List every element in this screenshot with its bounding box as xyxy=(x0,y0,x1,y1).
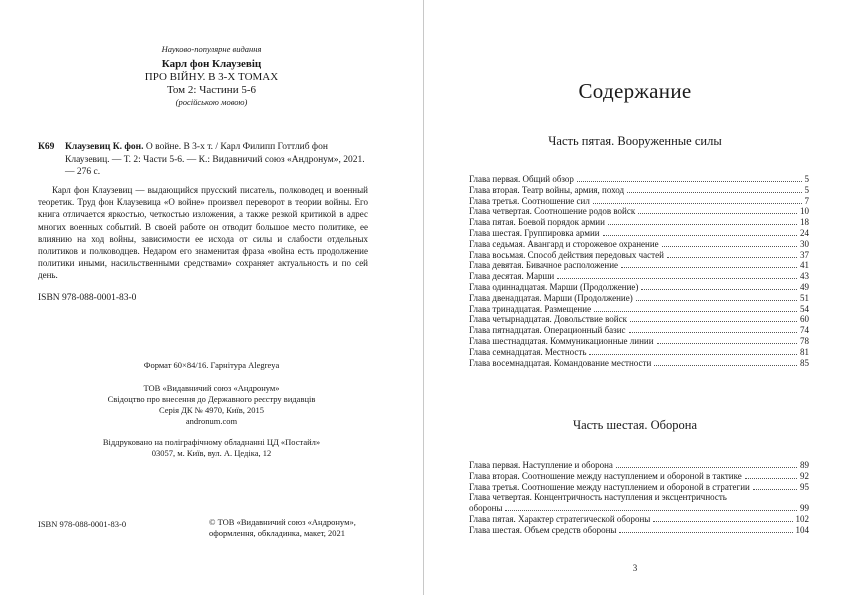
toc-entry[interactable] xyxy=(469,503,809,514)
toc-entry-title: Глава одиннадцатая. Марши (Продолжение) xyxy=(469,281,639,292)
copyright xyxy=(209,517,356,539)
author-name: Карл фон Клаузевіц xyxy=(161,58,262,70)
toc-entry-title: Глава первая. Общий обзор xyxy=(469,174,574,184)
toc-entry[interactable] xyxy=(469,185,809,196)
toc-entry-title: Глава вторая. Соотношение между наступлением и обороной в тактике xyxy=(469,470,742,481)
language-note: (російською мовою) xyxy=(175,97,248,107)
toc-entry[interactable] xyxy=(469,358,809,369)
toc-leader-dots xyxy=(667,250,797,258)
toc-entry-title: Глава вторая. Театр войны, армия, поход xyxy=(469,184,625,195)
copyright-line-1: © ТОВ «Видавничий союз «Андронум», xyxy=(209,517,356,527)
toc-entry-page: 81 xyxy=(800,346,809,357)
toc-leader-dots xyxy=(505,503,797,511)
toc-entry-page: 92 xyxy=(800,470,809,481)
toc-entry-page: 78 xyxy=(800,335,809,346)
toc-leader-dots xyxy=(594,304,797,312)
right-page xyxy=(424,0,846,595)
toc-entry[interactable] xyxy=(469,482,809,493)
toc-leader-dots xyxy=(616,460,797,468)
toc-leader-dots xyxy=(654,358,797,366)
toc-leader-dots xyxy=(603,228,797,236)
toc-list xyxy=(469,460,809,536)
toc-leader-dots xyxy=(621,260,797,268)
part-title: Часть шестая. Оборона xyxy=(572,418,698,432)
toc-leader-dots xyxy=(638,206,797,214)
toc-entry-title: Глава девятая. Бивачное расположение xyxy=(469,260,619,271)
toc-entry-page: 43 xyxy=(800,271,809,282)
toc-entry-page: 30 xyxy=(800,238,809,249)
toc-entry-page: 89 xyxy=(800,460,809,470)
toc-list xyxy=(469,174,809,368)
toc-entry[interactable] xyxy=(469,174,809,185)
series-label: Науково-популярне видання xyxy=(161,44,262,54)
toc-entry-page: 85 xyxy=(800,357,809,368)
toc-entry-page: 54 xyxy=(800,303,809,314)
toc-leader-dots xyxy=(589,347,797,355)
toc-entry[interactable] xyxy=(469,336,809,347)
toc-entry-title: Глава четырнадцатая. Довольствие войск xyxy=(469,314,627,325)
toc-entry-page: 102 xyxy=(795,513,809,524)
toc-entry[interactable] xyxy=(469,460,809,471)
toc-entry-title: Глава восьмая. Способ действия передовых частей xyxy=(469,249,664,260)
toc-title: Содержание xyxy=(578,79,692,103)
toc-leader-dots xyxy=(630,314,797,322)
toc-entry-page: 24 xyxy=(800,227,809,238)
annotation-text: Карл фон Клаузевиц — выдающийся прусский писатель, полководец и военный теоретик. Труд фон Клаузевица «О войне» произвел переворот в теории войны. Его книга отличается яркостью, четкостью изложения, а также резкой критикой в адрес многих военных событий. В своей работе он отводит большое место политике, ее влиянию на ход войны, зависимости ее исхода от силы и слабости отдельных политиков и полководцев. Недаром его знаменитая фраза «война есть продолжение политики иными, насильственными средствами» сохраняет актуальность и по сей день. xyxy=(38,185,368,281)
toc-entry-title: Глава пятнадцатая. Операционный базис xyxy=(469,325,626,336)
certificate-line-2: Серія ДК № 4970, Київ, 2015 xyxy=(158,405,265,415)
toc-entry[interactable] xyxy=(469,250,809,261)
toc-leader-dots xyxy=(653,514,792,522)
imprint-header xyxy=(0,44,423,107)
toc-entry-title: Глава четвертая. Концентричность наступления и эксцентричность xyxy=(469,492,727,503)
toc-entry-title-cont: обороны xyxy=(469,503,503,514)
toc-leader-dots xyxy=(593,196,802,204)
toc-entry[interactable] xyxy=(469,492,809,503)
toc-entry-page: 37 xyxy=(800,249,809,260)
toc-leader-dots xyxy=(636,293,797,301)
toc-entry-title: Глава пятая. Боевой порядок армии xyxy=(469,217,605,228)
toc-entry-page: 7 xyxy=(804,195,809,206)
toc-entry[interactable] xyxy=(469,260,809,271)
toc-leader-dots xyxy=(608,217,797,225)
toc-entry-page: 18 xyxy=(800,217,809,228)
toc-leader-dots xyxy=(577,174,802,182)
toc-leader-dots xyxy=(657,336,797,344)
isbn: ISBN 978-088-0001-83-0 xyxy=(38,293,137,303)
toc-entry-page: 99 xyxy=(800,503,809,514)
toc-leader-dots xyxy=(662,239,797,247)
toc-entry[interactable] xyxy=(469,314,809,325)
toc-entry[interactable] xyxy=(469,304,809,315)
toc-entry-title: Глава тринадцатая. Размещение xyxy=(469,303,592,314)
toc-leader-dots xyxy=(627,185,801,193)
toc-entry-page: 74 xyxy=(800,325,809,336)
toc-entry[interactable] xyxy=(469,293,809,304)
toc-entry-page: 95 xyxy=(800,481,809,492)
imprint-footer xyxy=(0,360,423,459)
printed-line-2: 03057, м. Київ, вул. А. Цедіка, 12 xyxy=(151,448,272,458)
book-title: ПРО ВІЙНУ. В 3-Х ТОМАХ xyxy=(144,71,279,83)
toc-entry-title: Глава шестая. Группировка армии xyxy=(469,227,600,238)
toc-entry-title: Глава шестая. Объем средств обороны xyxy=(469,524,617,535)
toc-leader-dots xyxy=(619,525,792,533)
toc-entry-title: Глава четвертая. Соотношение родов войск xyxy=(469,206,636,217)
toc-leader-dots xyxy=(753,482,797,490)
toc-entry-title: Глава десятая. Марши xyxy=(469,271,555,282)
toc-entry[interactable] xyxy=(469,471,809,482)
toc-leader-dots xyxy=(557,271,797,279)
toc-entry-page: 60 xyxy=(800,314,809,325)
toc-entry-page: 41 xyxy=(800,260,809,271)
toc-entry-title: Глава двенадцатая. Марши (Продолжение) xyxy=(469,292,633,303)
toc-entry[interactable] xyxy=(469,325,809,336)
publisher-line: ТОВ «Видавничий союз «Андронум» xyxy=(143,383,280,393)
part-title: Часть пятая. Вооруженные силы xyxy=(548,134,722,148)
toc-leader-dots xyxy=(629,325,797,333)
toc-entry-title: Глава семнадцатая. Местность xyxy=(469,346,587,357)
format-line: Формат 60×84/16. Гарнітура Alegreya xyxy=(143,360,280,370)
catalog-text: О войне. В 3-х т. / Карл Филипп Готтлиб фон Клаузевиц. — Т. 2: Части 5-6. — К.: Видавничий союз «Андронум», 2021. — 276 с. xyxy=(65,142,365,177)
toc-entry-page: 5 xyxy=(804,174,809,184)
toc-entry-title: Глава третья. Соотношение сил xyxy=(469,195,590,206)
toc-entry-title: Глава пятая. Характер стратегической обороны xyxy=(469,513,651,524)
toc-entry-title: Глава седьмая. Авангард и сторожевое охранение xyxy=(469,238,659,249)
toc-entry-page: 51 xyxy=(800,292,809,303)
catalog-code: К69 xyxy=(38,142,55,152)
toc-entry[interactable] xyxy=(469,206,809,217)
footer-isbn: ISBN 978-088-0001-83-0 xyxy=(38,519,127,529)
page-number: 3 xyxy=(632,563,638,573)
toc-entry[interactable] xyxy=(469,525,809,536)
toc-leader-dots xyxy=(641,282,797,290)
certificate-line-1: Свідоцтво про внесення до Державного реєстру видавців xyxy=(107,394,316,404)
toc-entry-page: 49 xyxy=(800,281,809,292)
toc-leader-dots xyxy=(745,471,797,479)
copyright-line-2: оформлення, обкладинка, макет, 2021 xyxy=(209,528,346,538)
toc-entry[interactable] xyxy=(469,228,809,239)
toc-entry[interactable] xyxy=(469,271,809,282)
toc-entry-title: Глава восемнадцатая. Командование местности xyxy=(469,357,652,368)
toc-entry-page: 5 xyxy=(804,184,809,195)
toc-entry[interactable] xyxy=(469,217,809,228)
catalog-entry xyxy=(65,141,373,179)
catalog-record xyxy=(38,141,373,179)
toc-entry[interactable] xyxy=(469,347,809,358)
toc-entry[interactable] xyxy=(469,282,809,293)
toc-entry[interactable] xyxy=(469,196,809,207)
toc-entry-page: 104 xyxy=(795,524,809,535)
catalog-author: Клаузевиц К. фон. xyxy=(65,142,144,152)
toc-entry-title: Глава шестнадцатая. Коммуникационные линии xyxy=(469,335,654,346)
volume-label: Том 2: Частини 5-6 xyxy=(167,84,256,96)
website: andronum.com xyxy=(185,416,238,426)
toc-entry[interactable] xyxy=(469,514,809,525)
toc-entry-title: Глава первая. Наступление и оборона xyxy=(469,460,613,470)
printed-line-1: Віддруковано на поліграфічному обладнанні ЦД «Постайл» xyxy=(102,437,321,447)
toc-entry-title: Глава третья. Соотношение между наступлением и обороной в стратегии xyxy=(469,481,750,492)
toc-entry-page: 10 xyxy=(800,206,809,217)
toc-entry[interactable] xyxy=(469,239,809,250)
